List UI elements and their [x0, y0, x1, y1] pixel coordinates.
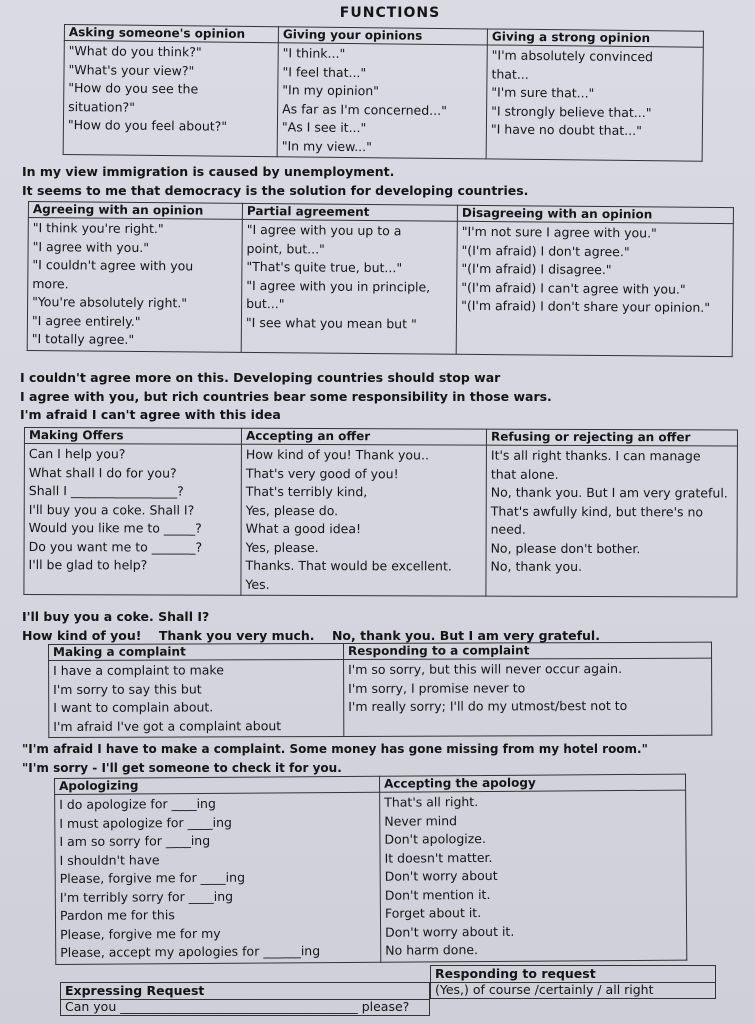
list-item: "(I'm afraid) I disagree." [461, 260, 612, 278]
agreement-col-partial [241, 219, 457, 353]
list-item: Please, forgive me for ____ing [59, 869, 246, 886]
example-sentence: How kind of you! Thank you very much. No, thank you. But I am very grateful. [22, 628, 600, 643]
list-item: "I feel that..." [282, 63, 367, 80]
opinions-header-giving: Giving your opinions [278, 27, 487, 45]
opinions-col-asking [63, 41, 278, 157]
list-item: I'm really sorry; I'll do my utmost/best not to [348, 697, 628, 714]
list-item: I have a complaint to make [53, 662, 224, 678]
list-item: "As I see it..." [281, 119, 367, 136]
list-item: No, please don't bother. [490, 540, 641, 556]
list-item: "I couldn't agree with you [32, 257, 194, 274]
request-line-expressing: Can you ______________________________________ please? [60, 998, 430, 1016]
list-item: That's all right. [384, 794, 479, 810]
apology-col-accepting [380, 790, 687, 962]
list-item: that... [491, 65, 529, 82]
opinions-table [63, 24, 704, 162]
list-item: "What do you think?" [68, 43, 202, 60]
list-item: I'm afraid I've got a complaint about [53, 717, 282, 734]
list-item: Don't apologize. [384, 830, 487, 847]
agreement-table [27, 201, 734, 357]
list-item: It doesn't matter. [384, 849, 493, 866]
list-item: How kind of you! Thank you.. [245, 446, 429, 463]
apology-col-apologizing [55, 792, 381, 964]
list-item: It's all right thanks. I can manage [490, 447, 701, 464]
example-sentence: I'm afraid I can't agree with this idea [20, 407, 281, 422]
list-item: Yes, please do. [245, 502, 339, 518]
opinions-header-strong: Giving a strong opinion [487, 29, 703, 47]
list-item: "What's your view?" [68, 61, 195, 78]
list-item: "(I'm afraid) I don't share your opinion." [461, 297, 711, 315]
list-item: No, thank you. But I am very grateful. [490, 484, 728, 501]
list-item: "In my view..." [281, 137, 373, 154]
list-item: but..." [246, 295, 285, 312]
request-header-responding: Responding to request [430, 965, 716, 983]
list-item: need. [490, 521, 526, 537]
list-item: What a good idea! [245, 520, 362, 537]
opinions-col-giving [277, 43, 487, 159]
list-item: That's awfully kind, but there's no [490, 503, 704, 519]
apology-header-apologizing: Apologizing [55, 776, 380, 794]
complaint-col-making [49, 659, 344, 737]
list-item: That's terribly kind, [245, 483, 368, 500]
offers-table [23, 427, 738, 597]
list-item: "I agree entirely." [31, 312, 141, 329]
list-item: "How do you feel about?" [67, 117, 228, 134]
example-sentence: I couldn't agree more on this. Developing countries should stop war [20, 370, 501, 385]
list-item: "I agree with you in principle, [246, 277, 431, 295]
list-item: Pardon me for this [59, 907, 175, 923]
list-item: Shall I _________________? [28, 483, 184, 499]
complaint-col-responding [344, 658, 712, 736]
list-item: "In my opinion" [282, 82, 380, 99]
example-sentence: In my view immigration is caused by unemployment. [22, 164, 395, 179]
complaint-table [48, 642, 712, 738]
list-item: As far as I'm concerned..." [282, 100, 447, 118]
list-item: I'm sorry, I promise never to [348, 679, 526, 696]
apology-header-accepting: Accepting the apology [379, 774, 685, 792]
agreement-header-disagreeing: Disagreeing with an opinion [457, 205, 733, 223]
offers-col-making [24, 444, 242, 596]
offers-header-accepting: Accepting an offer [241, 428, 486, 445]
list-item: What shall I do for you? [28, 464, 177, 481]
list-item: I'm terribly sorry for ____ing [59, 888, 234, 905]
offers-col-refusing [486, 445, 738, 597]
list-item: Forget about it. [384, 905, 482, 921]
request-line-responding: (Yes,) of course /certainly / all right [430, 981, 716, 999]
list-item: point, but..." [246, 240, 325, 257]
list-item: "I think you're right." [32, 220, 164, 237]
list-item: No, thank you. [490, 558, 583, 574]
request-header-expressing: Expressing Request [60, 982, 430, 1000]
example-sentence: I'll buy you a coke. Shall I? [22, 609, 210, 624]
list-item: "I'm not sure I agree with you." [461, 223, 657, 241]
example-sentence: It seems to me that democracy is the solution for developing countries. [22, 183, 529, 198]
list-item: Yes. [245, 576, 270, 592]
list-item: I shouldn't have [59, 851, 160, 868]
list-item: "I agree with you up to a [246, 221, 402, 239]
list-item: more. [32, 275, 69, 291]
list-item: Can I help you? [28, 446, 126, 462]
list-item: Don't worry about it. [385, 923, 515, 940]
opinions-col-strong [486, 45, 703, 161]
list-item: "I have no doubt that..." [490, 121, 642, 139]
list-item: Do you want me to _______? [28, 538, 203, 555]
list-item: "I totally agree." [31, 331, 135, 347]
list-item: That's very good of you! [245, 465, 399, 481]
list-item: situation?" [68, 98, 136, 115]
agreement-header-partial: Partial agreement [242, 203, 457, 221]
offers-header-making: Making Offers [24, 428, 241, 445]
list-item: that alone. [490, 466, 559, 482]
list-item: I must apologize for ____ing [59, 814, 233, 831]
list-item: "I'm sure that..." [491, 84, 595, 101]
list-item: "I see what you mean but " [245, 314, 417, 331]
list-item: "How do you see the [68, 80, 199, 97]
complaint-header-making: Making a complaint [49, 643, 344, 660]
list-item: "I'm absolutely convinced [491, 47, 654, 65]
list-item: I'm sorry to say this but [53, 680, 202, 697]
list-item: Please, forgive me for my [60, 925, 221, 942]
list-item: Never mind [384, 812, 458, 829]
list-item: I'll buy you a coke. Shall I? [28, 501, 195, 518]
opinions-header-asking: Asking someone's opinion [64, 25, 278, 43]
list-item: Don't worry about [384, 867, 498, 884]
list-item: "That's quite true, but..." [246, 258, 403, 276]
agreement-col-agreeing [27, 218, 242, 352]
page-title: FUNCTIONS [339, 5, 441, 21]
list-item: No harm done. [385, 942, 479, 958]
apology-table [54, 774, 687, 965]
complaint-header-responding: Responding to a complaint [343, 642, 711, 659]
offers-header-refusing: Refusing or rejecting an offer [486, 429, 737, 446]
list-item: I am so sorry for ____ing [59, 832, 211, 849]
list-item: "(I'm afraid) I can't agree with you." [461, 279, 686, 297]
example-sentence: I agree with you, but rich countries bear some responsibility in those wars. [20, 389, 552, 404]
list-item: "(I'm afraid) I don't agree." [461, 242, 630, 259]
agreement-col-disagreeing [456, 221, 733, 356]
list-item: "I think..." [282, 45, 346, 61]
list-item: I'll be glad to help? [28, 557, 148, 573]
list-item: "I agree with you." [32, 238, 150, 255]
list-item: Would you like me to _____? [28, 520, 202, 536]
list-item: "You're absolutely right." [32, 294, 188, 311]
list-item: Thanks. That would be excellent. [245, 557, 452, 574]
list-item: I do apologize for ____ing [59, 795, 216, 812]
offers-col-accepting [241, 444, 487, 596]
example-sentence: "I'm sorry - I'll get someone to check it for you. [22, 761, 342, 775]
list-item: "I strongly believe that..." [491, 102, 652, 120]
list-item: Don't mention it. [384, 886, 491, 903]
agreement-header-agreeing: Agreeing with an opinion [28, 202, 242, 220]
list-item: Please, accept my apologies for ______ing [60, 943, 321, 960]
example-sentence: "I'm afraid I have to make a complaint. Some money has gone missing from my hotel room." [22, 742, 648, 756]
list-item: I want to complain about. [53, 699, 214, 715]
list-item: I'm so sorry, but this will never occur again. [348, 660, 623, 677]
list-item: Yes, please. [245, 539, 319, 555]
